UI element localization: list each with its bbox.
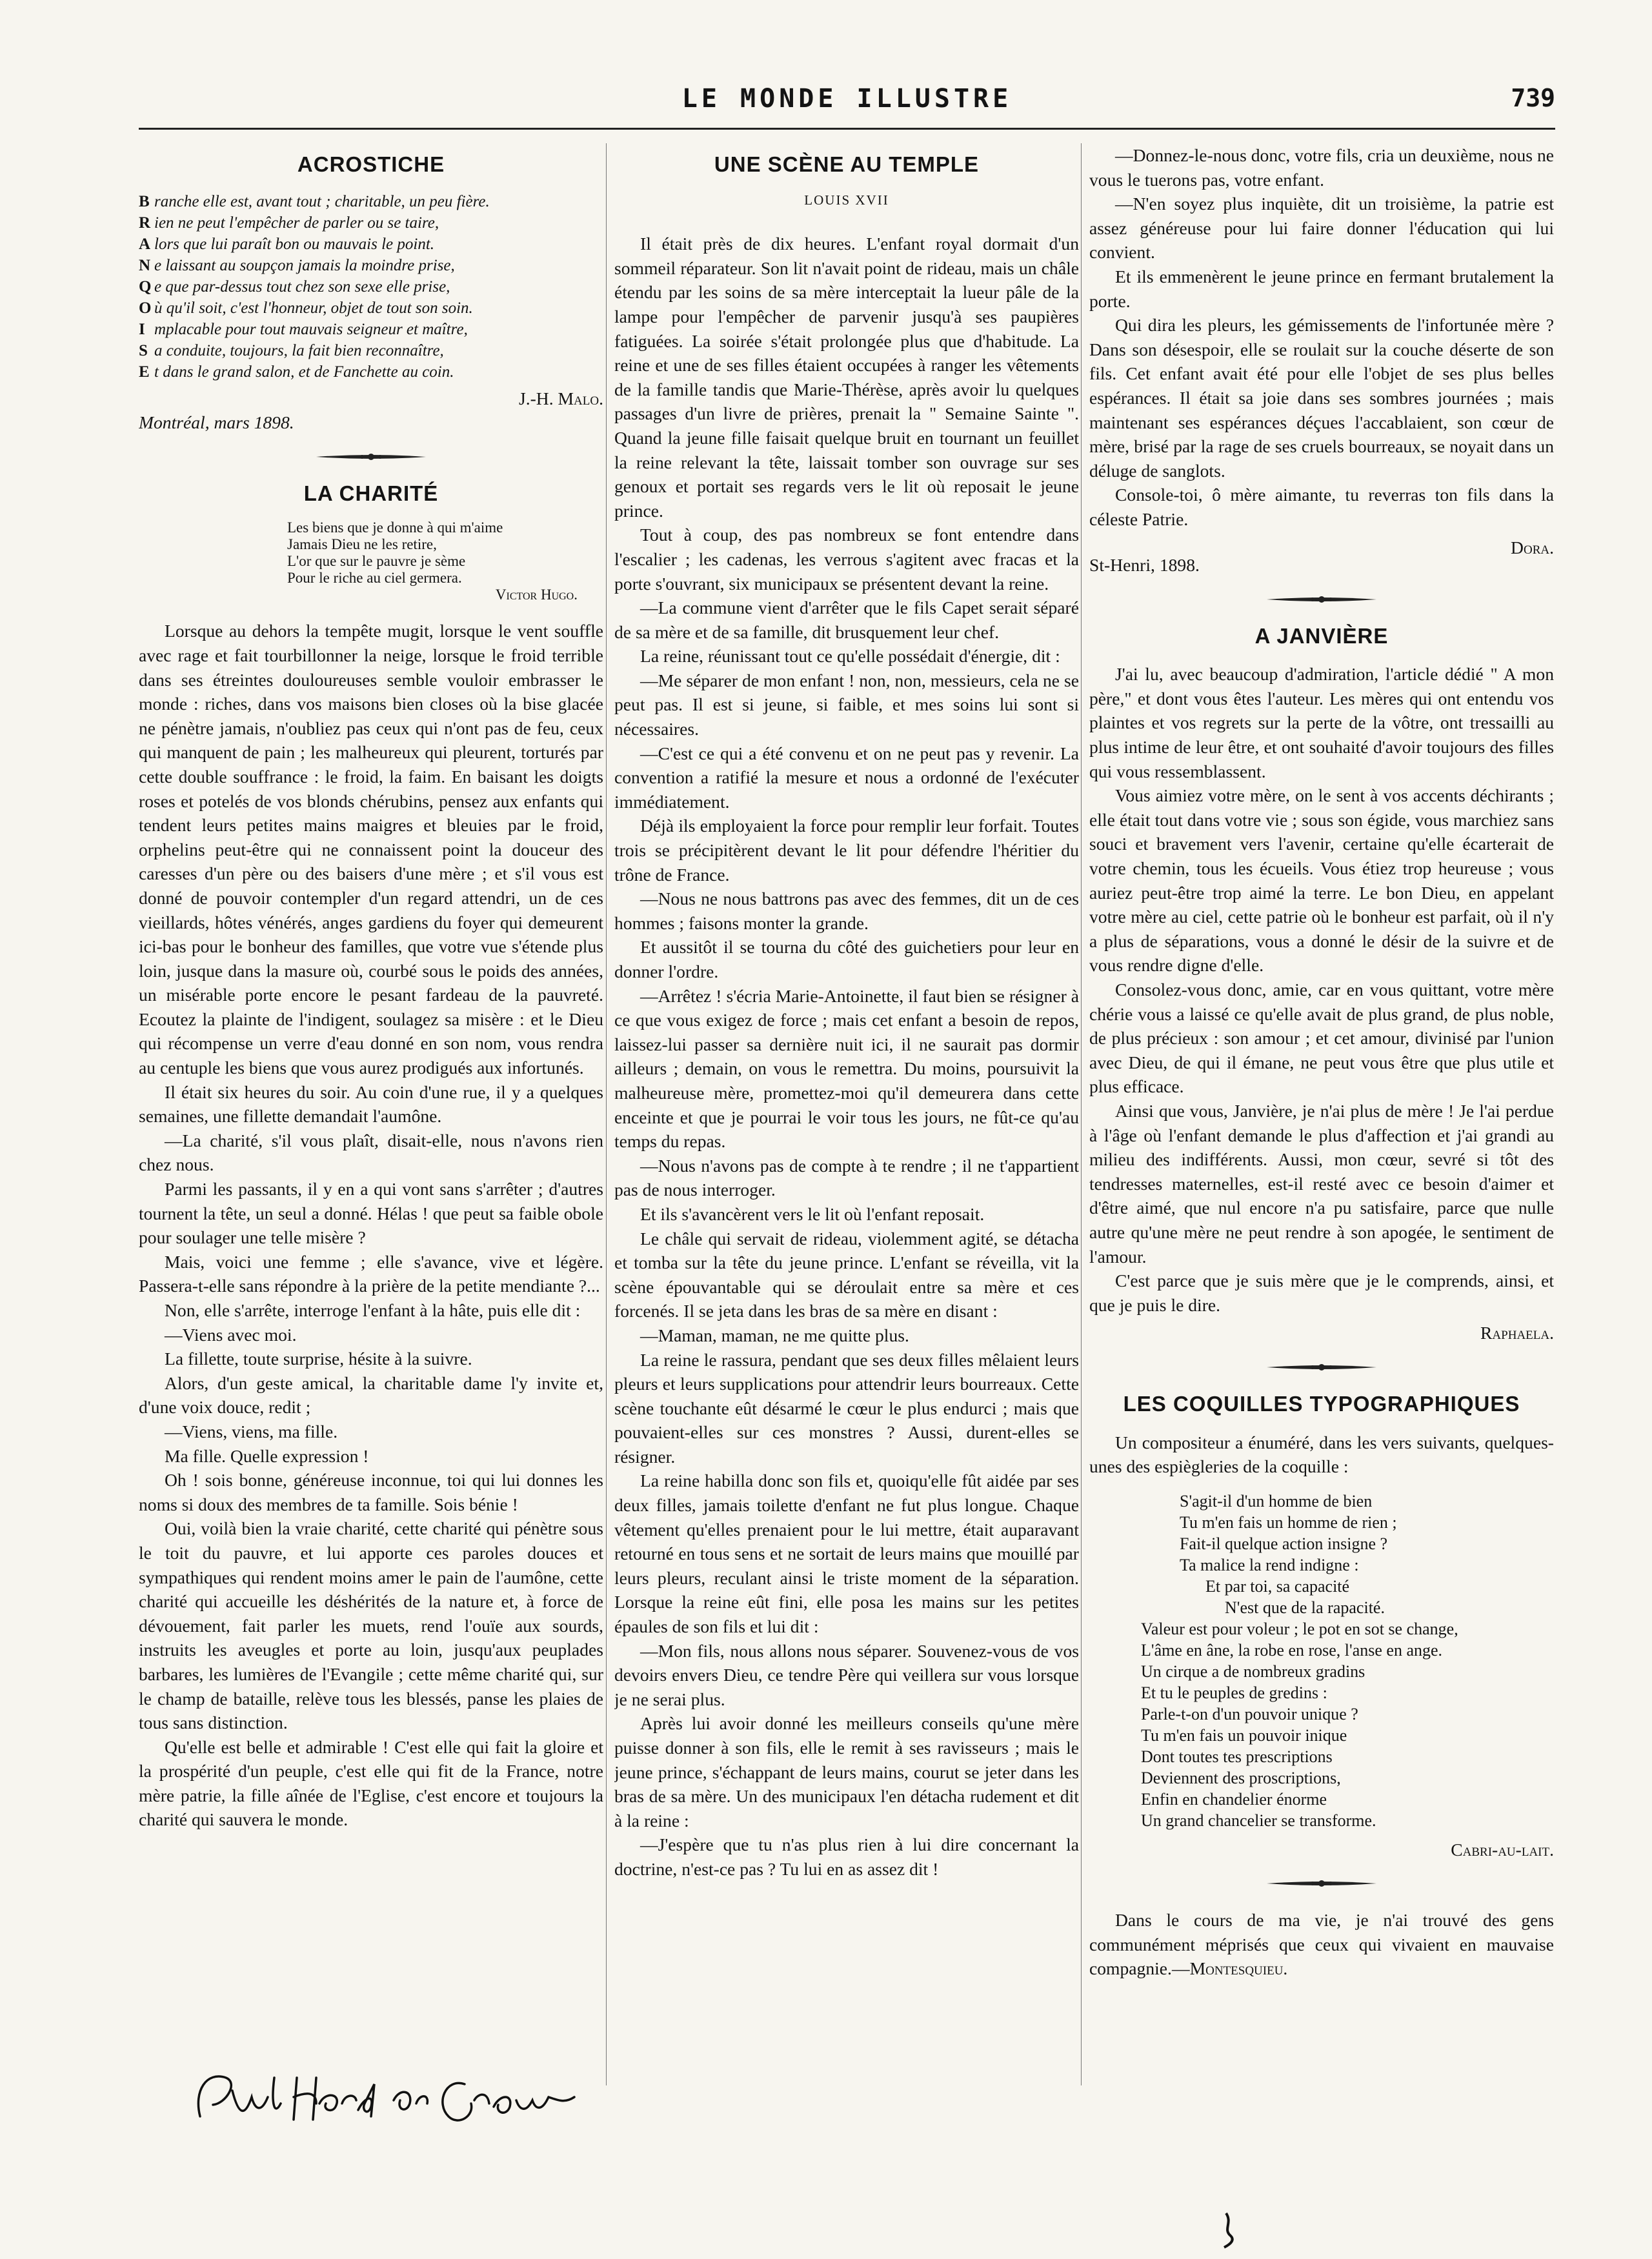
temple-title: UNE SCÈNE AU TEMPLE <box>714 152 980 176</box>
poem-line: Deviennent des proscriptions, <box>1141 1768 1341 1787</box>
paragraph: Déjà ils employaient la force pour remplir leur forfait. Toutes trois se précipitèrent devant le lit pour défendre l'héritier du trône de France. <box>614 816 1079 885</box>
poem-line: Tu m'en fais un homme de rien ; <box>1180 1512 1397 1532</box>
paragraph: Tout à coup, des pas nombreux se font entendre dans l'escalier ; les cadenas, les verrous s'agitent avec fracas et la porte s'ouvrant, six municipaux se présentent devant la reine. <box>614 525 1079 594</box>
acrostiche-letter: R <box>139 214 151 232</box>
acrostiche-line <box>139 361 603 383</box>
fleuron-ornament <box>1267 594 1376 605</box>
column-divider <box>1081 143 1082 2085</box>
paragraph: —C'est ce qui a été convenu et on ne peut pas y revenir. La convention a ratifié la mesure et nous a ordonné de l'exécuter immédiatement. <box>614 743 1079 812</box>
newspaper-title: LE MONDE ILLUSTRE <box>681 84 1012 114</box>
fleuron-ornament <box>316 452 426 462</box>
janviere-author: Raphaela. <box>1480 1323 1554 1343</box>
acrostiche-letter: I <box>139 320 145 338</box>
paragraph: —Arrêtez ! s'écria Marie-Antoinette, il faut bien se résigner à ce que vous exigez de force ; mais cet enfant a besoin de repos, laissez-lui passer sa dernière nuit ici, il ne saurait pas dormir ailleurs ; demain, on vous le remettra. Du moins, poursuivit la malheureuse mère, promettez-moi qu'il demeurera dans cette enceinte et que je pourrai le voir tous les jours, ne fût-ce qu'au temps du repas. <box>614 985 1079 1152</box>
acrostiche-letter: Q <box>139 277 152 296</box>
coquilles-author: Cabri-au-lait. <box>1451 1839 1554 1860</box>
paragraph: Il était six heures du soir. Au coin d'une rue, il y a quelques semaines, une fillette demandait l'aumône. <box>139 1081 603 1127</box>
column-left <box>139 143 603 2118</box>
acrostiche-line <box>139 297 603 319</box>
charite-epigraph <box>287 519 603 603</box>
acrostiche-poem <box>139 191 603 383</box>
paragraph: La fillette, toute surprise, hésite à la suivre. <box>165 1349 472 1369</box>
paragraph: Consolez-vous donc, amie, car en vous quittant, votre mère chérie vous a laissé ce qu'elle avait de plus grand, de plus noble, de plus précieux : son amour ; et cet amour, divinisé par l'union avec Dieu, de qui il émane, ne peut vous être que plus utile et plus efficace. <box>1089 979 1554 1097</box>
paragraph: Il était près de dix heures. L'enfant royal dormait d'un sommeil réparateur. Son lit n'avait point de rideau, mais un châle étendu par les soins de sa mère interceptait la lueur pâle de la lampe pour l'empêcher de parvenir jusqu'à ses paupières fatiguées. La soirée s'était prolongée plus que d'habitude. La reine et une de ses filles étaient occupées à ranger les vêtements de la famille tandis que Marie-Thérèse, après avoir lu quelques passages d'un livre de prières, prenait la " Semaine Sainte ". Quand la jeune fille faisait quelque bruit en tournant un feuillet la reine relevant la tête, laissait tomber son ouvrage sur ses genoux et portait ses regards vers le lit où reposait le jeune prince. <box>614 234 1079 521</box>
temple-place-date: St-Henri, 1898. <box>1089 555 1200 576</box>
acrostiche-line-text: ranche elle est, avant tout ; charitable, un peu fière. <box>154 192 490 210</box>
masthead <box>139 84 1555 123</box>
acrostiche-line-text: e que par-dessus tout chez son sexe elle prise, <box>154 277 450 296</box>
paragraph: Vous aimiez votre mère, on le sent à vos accents déchirants ; elle était tout dans votre vie ; sous son égide, vous marchiez sans souci et bravement vers l'avenir, certaine qu'elle écarterait de votre chemin, tous les écueils. Vous étiez trop heureuse ; vous auriez peut-être trop aimé la terre. Le bon Dieu, en appelant votre mère au ciel, cette patrie où le bonheur est parfait, où il n'y a plus de séparations, vous a donné le désir de la suivre et de vous rendre digne d'elle. <box>1089 785 1554 976</box>
handwritten-signature <box>187 2065 587 2136</box>
acrostiche-title: ACROSTICHE <box>297 152 445 176</box>
maxim <box>1089 1908 1554 1981</box>
paragraph: Lorsque au dehors la tempête mugit, lorsque le vent souffle avec rage et fait tourbillonner la neige, lorsque le froid terrible dans ses étreintes douloureuses semble vouloir embrasser le monde : riches, dans vos maisons bien closes où la bise glacée ne pénètre jamais, n'oubliez pas ceux qui n'ont pas de feu, ceux qui manquent de pain ; les malheureux qui pleurent, torturés par cette double souffrance : le froid, la faim. En baisant les doigts roses et potelés de vos blonds chérubins, pensez aux enfants qui tendent leurs petites mains maigres et bleuies par le froid, orphelins peut-être qui ne connaissent point la douceur des caresses d'un père ou des baisers d'une mère ; et s'il vous est donné de pouvoir contempler d'un regard attendri, un de ces vieillards, hôtes vénérés, anges gardiens du foyer qui demeurent ici-bas pour le bonheur des familles, que votre vue s'étende plus loin, jusque dans la masure où, courbé sous le poids des années, un misérable porte encore le pesant fardeau de la pauvreté. Ecoutez la plainte de l'indigent, soulagez sa misère : et le Dieu qui récompense un verre d'eau donné en son nom, vous rendra au centuple les biens que vous aurez prodigués aux infortunés. <box>139 621 603 1078</box>
paragraph: —Nous ne nous battrons pas avec des femmes, dit un de ces hommes ; faisons monter la grande. <box>614 889 1079 933</box>
acrostiche-line-text: lors que lui paraît bon ou mauvais le point. <box>154 235 435 253</box>
poem-line: Parle-t-on d'un pouvoir unique ? <box>1141 1704 1358 1723</box>
acrostiche-line-text: a conduite, toujours, la fait bien reconnaître, <box>154 341 444 359</box>
paragraph: La reine le rassura, pendant que ses deux filles mêlaient leurs pleurs et leurs supplications pour attendrir leurs bourreaux. Cette scène touchante eût désarmé le cœur le plus endurci ; mais que pouvaient-elles sur ces monstres ? Aussi, durent-elles se résigner. <box>614 1349 1079 1467</box>
acrostiche-line-text: ien ne peut l'empêcher de parler ou se taire, <box>154 214 439 232</box>
paragraph: Oh ! sois bonne, généreuse inconnue, toi qui lui donnes les noms si doux des membres de ta famille. Sois bénie ! <box>139 1470 603 1514</box>
paragraph: —Maman, maman, ne me quitte plus. <box>640 1325 909 1345</box>
paragraph: Oui, voilà bien la vraie charité, cette charité qui pénètre sous le toit du pauvre, et lui apporte ces paroles douces et sympathiques qui rendent moins amer le pain de l'aumône, cette charité qui accueille les déshérités de la nature et, à force de dévouement, fait parler les muets, rend l'ouïe aux sourds, instruits les aveugles et porte au loin, jusqu'aux peuplades barbares, les lumières de l'Evangile ; cette même charité qui, sur le champ de bataille, relève tous les blessés, panse les plaies de tous sans distinction. <box>139 1518 603 1733</box>
paragraph: Mais, voici une femme ; elle s'avance, vive et légère. Passera-t-elle sans répondre à la prière de la petite mendiante ?... <box>139 1251 603 1296</box>
poem-line: Un cirque a de nombreux gradins <box>1141 1662 1365 1681</box>
acrostiche-letter: B <box>139 192 150 210</box>
maxim-text: Dans le cours de ma vie, je n'ai trouvé des gens communément méprisés que ceux qui vivaient en mauvaise compagnie.— <box>1089 1910 1554 1979</box>
fleuron-ornament <box>1267 1878 1376 1889</box>
ink-mark <box>1216 2210 1242 2249</box>
paragraph: Qu'elle est belle et admirable ! C'est elle qui fait la gloire et la prospérité d'un peuple, c'est elle qui fit de la France, notre mère patrie, la fille aînée de l'Eglise, c'est encore et toujours la charité qui sauvera le monde. <box>139 1736 603 1830</box>
paragraph: J'ai lu, avec beaucoup d'admiration, l'article dédié " A mon père," et dont vous êtes l'auteur. Les mères qui ont entendu vos plaintes et vos regrets sur la perte de la vôtre, ont tressailli au plus intime de leur être, et ont souhaité d'avoir toujours des filles qui vous ressemblassent. <box>1089 664 1554 781</box>
acrostiche-letter: S <box>139 341 148 359</box>
poem-line: Tu m'en fais un pouvoir inique <box>1141 1725 1347 1745</box>
acrostiche-line <box>139 234 603 255</box>
paragraph: —Viens, viens, ma fille. <box>165 1421 338 1441</box>
paragraph: Après lui avoir donné les meilleurs conseils qu'une mère puisse donner à son fils, elle le remit à ses ravisseurs ; mais le jeune prince, s'échappant de leurs mains, courut se jeter dans les bras de sa mère. Un des municipaux l'en détacha rudement et dit à la reine : <box>614 1713 1079 1831</box>
paragraph: Ma fille. Quelle expression ! <box>165 1445 369 1466</box>
acrostiche-place-date: Montréal, mars 1898. <box>139 412 294 433</box>
paragraph: Non, elle s'arrête, interroge l'enfant à la hâte, puis elle dit : <box>165 1300 581 1320</box>
fleuron-ornament <box>1267 1362 1376 1372</box>
paragraph: —Viens avec moi. <box>165 1324 297 1345</box>
poem-line: Valeur est pour voleur ; le pot en sot se change, <box>1141 1619 1458 1638</box>
coquilles-poem <box>1089 1491 1554 1831</box>
paragraph: Qui dira les pleurs, les gémissements de l'infortunée mère ? Dans son désespoir, elle se roulait sur la couche déserte de son fils. Cet enfant avait été pour elle l'objet de ses plus belles espérances. Il était sa joie dans ses sombres journées ; mais maintenant ses espérances déçues l'accablaient, son cœur de mère, brisé par la rage de ses cruels bourreaux, se noyait dans un déluge de sanglots. <box>1089 315 1554 481</box>
paragraph: —Nous n'avons pas de compte à te rendre ; il ne t'appartient pas de nous interroger. <box>614 1155 1079 1200</box>
paragraph: Et ils emmenèrent le jeune prince en fermant brutalement la porte. <box>1089 266 1554 311</box>
temple-continued <box>1089 143 1554 532</box>
coquilles-title: LES COQUILLES TYPOGRAPHIQUES <box>1123 1391 1520 1416</box>
acrostiche-line-text: ù qu'il soit, c'est l'honneur, objet de tout son soin. <box>154 299 473 317</box>
poem-line: Un grand chancelier se transforme. <box>1141 1811 1376 1830</box>
paragraph: Et aussitôt il se tourna du côté des guichetiers pour leur en donner l'ordre. <box>614 937 1079 981</box>
poem-line: N'est que de la rapacité. <box>1225 1598 1385 1617</box>
paragraph: Alors, d'un geste amical, la charitable dame l'y invite et, d'une voix douce, redit ; <box>139 1372 603 1418</box>
acrostiche-line-text: mplacable pour tout mauvais seigneur et maître, <box>154 320 468 338</box>
epigraph-author: Victor Hugo. <box>495 587 578 603</box>
poem-line: Ta malice la rend indigne : <box>1180 1555 1359 1574</box>
paragraph: —Me séparer de mon enfant ! non, non, messieurs, cela ne se peut pas. Il est si jeune, si faible, et mes soins lui sont si nécessaires. <box>614 670 1079 739</box>
acrostiche-line <box>139 340 603 361</box>
poem-line: Dont toutes tes prescriptions <box>1141 1747 1333 1766</box>
paragraph: Et ils s'avancèrent vers le lit où l'enfant reposait. <box>640 1203 985 1224</box>
paragraph: Parmi les passants, il y en a qui vont sans s'arrêter ; d'autres tournent la tête, un seul a donné. Hélas ! que peut sa faible obole pour soulager une telle misère ? <box>139 1179 603 1248</box>
acrostiche-line <box>139 319 603 340</box>
poem-line: L'âme en âne, la robe en rose, l'anse en ange. <box>1141 1640 1443 1660</box>
acrostiche-line <box>139 255 603 276</box>
acrostiche-letter: E <box>139 363 150 381</box>
acrostiche-line-text: e laissant au soupçon jamais la moindre prise, <box>154 256 455 274</box>
acrostiche-line <box>139 212 603 234</box>
poem-line: Et tu le peuples de gredins : <box>1141 1683 1327 1702</box>
column-middle <box>614 143 1079 2118</box>
acrostiche-line-text: t dans le grand salon, et de Fanchette au coin. <box>154 363 454 381</box>
acrostiche-line <box>139 191 603 212</box>
poem-line: S'agit-il d'un homme de bien <box>1180 1491 1373 1511</box>
paragraph: Ainsi que vous, Janvière, je n'ai plus de mère ! Je l'ai perdue à l'âge où l'enfant demande le plus d'affection et j'ai grandi au milieu des indifférents. Aussi, mon cœur, sevré si tôt des tendresses maternelles, est-il resté avec ce besoin d'aimer et d'être aimé, que nul encore n'a pu satisfaire, parce que nulle autre qu'une mère ne peut rendre à son apogée, le sentiment de l'amour. <box>1089 1100 1554 1267</box>
paragraph: —La commune vient d'arrêter que le fils Capet serait séparé de sa mère et de sa famille, dit brusquement leur chef. <box>614 597 1079 642</box>
paragraph: La reine habilla donc son fils et, quoiqu'elle fût aidée par ses deux filles, jamais toilette d'enfant ne fut plus longue. Chaque vêtement qu'elles prenaient pour le lui mettre, était auparavant retourné en tous sens et ne sortait de leurs mains que mouillé par leurs pleurs, reculant ainsi le triste moment de la séparation. Lorsque la reine eût fini, elle posa les mains sur les petites épaules de son fils et lui dit : <box>614 1471 1079 1637</box>
paragraph: Le châle qui servait de rideau, violemment agité, se détacha et tomba sur la tête du jeune prince. L'enfant se réveilla, vit la scène épouvantable qui se déroulait entre sa mère et ces forcenés. Il se jeta dans les bras de sa mère en disant : <box>614 1228 1079 1321</box>
paragraph: Console-toi, ô mère aimante, tu reverras ton fils dans la céleste Patrie. <box>1089 485 1554 529</box>
janviere-title: A JANVIÈRE <box>1254 623 1389 648</box>
page-number: 739 <box>1511 84 1555 112</box>
charite-title: LA CHARITÉ <box>303 481 439 505</box>
paragraph: —J'espère que tu n'as plus rien à lui dire concernant la doctrine, n'est-ce pas ? Tu lui en as assez dit ! <box>614 1834 1079 1879</box>
epigraph-line: Jamais Dieu ne les retire, <box>287 536 437 553</box>
paragraph: —Mon fils, nous allons nous séparer. Souvenez-vous de vos devoirs envers Dieu, ce tendre Père qui veillera sur vous lorsque je ne serai plus. <box>614 1640 1079 1709</box>
temple-author: Dora. <box>1511 537 1554 557</box>
column-right <box>1089 143 1554 2118</box>
column-divider <box>606 143 607 2085</box>
poem-line: Et par toi, sa capacité <box>1205 1576 1350 1596</box>
acrostiche-letter: A <box>139 235 151 253</box>
paragraph: La reine, réunissant tout ce qu'elle possédait d'énergie, dit : <box>640 646 1060 667</box>
paragraph: —Donnez-le-nous donc, votre fils, cria un deuxième, nous ne vous le tuerons pas, votre enfant. <box>1089 145 1554 190</box>
charite-body <box>139 619 603 1832</box>
poem-line: Fait-il quelque action insigne ? <box>1180 1534 1388 1553</box>
acrostiche-author: J.-H. Malo. <box>518 388 603 408</box>
temple-body <box>614 232 1079 1881</box>
poem-line: Enfin en chandelier énorme <box>1141 1789 1327 1809</box>
paragraph: —N'en soyez plus inquiète, dit un troisième, la patrie est assez généreuse pour lui faire donner l'éducation qui lui convient. <box>1089 194 1554 263</box>
paragraph: —La charité, s'il vous plaît, disait-elle, nous n'avons rien chez nous. <box>139 1130 603 1175</box>
paragraph: C'est parce que je suis mère que je le comprends, ainsi, et que je puis le dire. <box>1089 1270 1554 1315</box>
acrostiche-line <box>139 276 603 297</box>
epigraph-line: Les biens que je donne à qui m'aime <box>287 519 503 536</box>
acrostiche-letter: N <box>139 256 151 274</box>
epigraph-line: L'or que sur le pauvre je sème <box>287 553 466 570</box>
coquilles-intro: Un compositeur a énuméré, dans les vers suivants, quelques-unes des espiègleries de la coquille : <box>1089 1432 1554 1477</box>
header-rule <box>139 128 1555 130</box>
maxim-author: Montesquieu. <box>1189 1958 1288 1979</box>
janviere-body <box>1089 662 1554 1317</box>
acrostiche-letter: O <box>139 299 152 317</box>
temple-subtitle: LOUIS XVII <box>804 192 889 208</box>
epigraph-line: Pour le riche au ciel germera. <box>287 570 462 587</box>
